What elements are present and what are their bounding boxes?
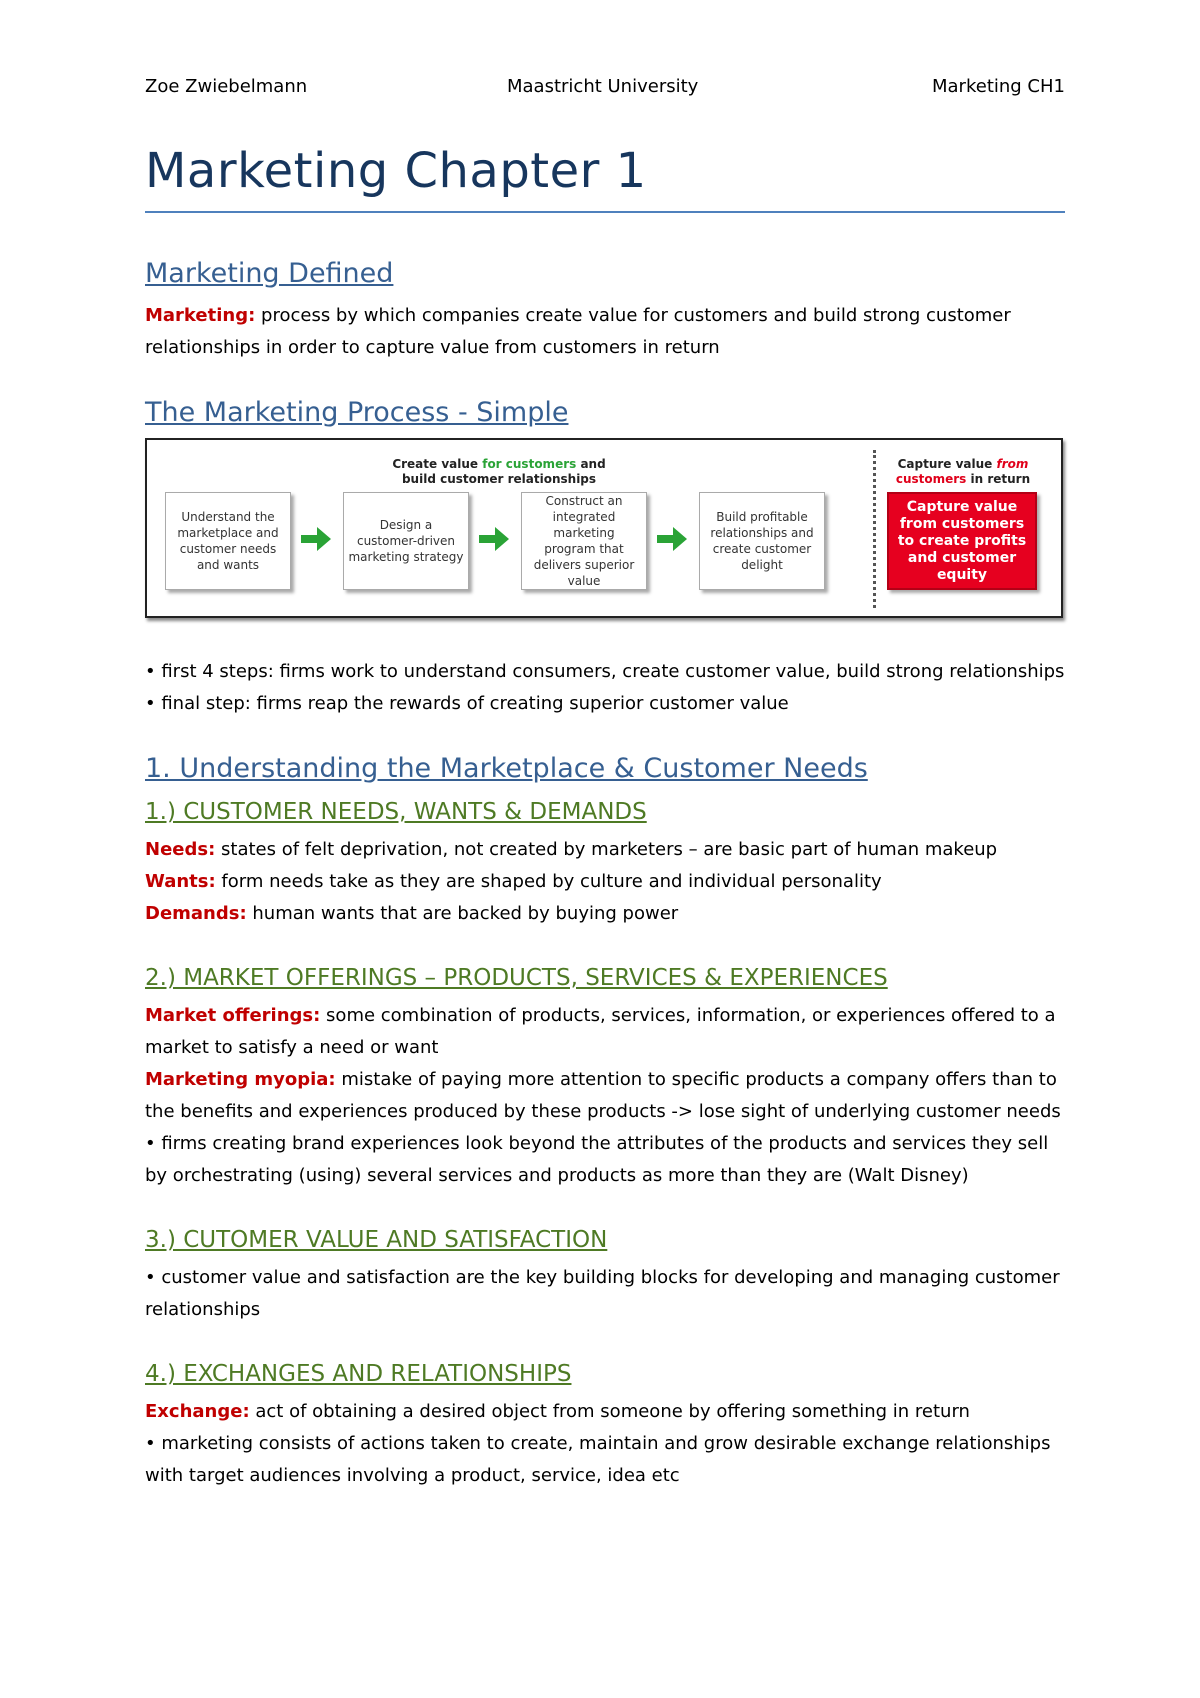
- process-step-4: Build profitable relationships and create customer delight: [699, 492, 825, 590]
- definition-text: mistake of paying more attention to specific products a company offers than to: [335, 1069, 1057, 1090]
- bullet-marketing-actions-line2: with target audiences involving a product, service, idea etc: [145, 1465, 680, 1486]
- definition-text: form needs take as they are shaped by culture and individual personality: [215, 871, 882, 892]
- definition-text: states of felt deprivation, not created by marketers – are basic part of human makeup: [215, 839, 998, 860]
- definition-exchange: [145, 1396, 1065, 1428]
- caption-part: Capture value: [897, 457, 997, 471]
- term-needs: Needs:: [145, 839, 216, 860]
- bullet-final-step: • final step: firms reap the rewards of creating superior customer value: [145, 693, 789, 714]
- bullet-marketing-actions-line1: • marketing consists of actions taken to create, maintain and grow desirable exchange relationships: [145, 1433, 1051, 1454]
- term-market-offerings: Market offerings:: [145, 1005, 321, 1026]
- arrow-right-icon: [299, 524, 333, 554]
- arrow-right-icon: [655, 524, 689, 554]
- subheading-exchanges-relationships: 4.) EXCHANGES AND RELATIONSHIPS: [145, 1361, 572, 1387]
- caption-part: and: [576, 457, 606, 471]
- definition-market-offerings-line1: [145, 1000, 1065, 1032]
- diagram-caption-create-value: [343, 457, 655, 487]
- caption-highlight: customers: [895, 472, 967, 486]
- process-step-1: Understand the marketplace and customer needs and wants: [165, 492, 291, 590]
- term-marketing: Marketing:: [145, 305, 256, 326]
- term-demands: Demands:: [145, 903, 247, 924]
- bullet-first-four-steps: • first 4 steps: firms work to understand consumers, create customer value, build strong relationships: [145, 661, 1065, 682]
- arrow-right-icon: [477, 524, 511, 554]
- subheading-market-offerings: 2.) MARKET OFFERINGS – PRODUCTS, SERVICES & EXPERIENCES: [145, 965, 888, 991]
- heading-marketing-defined: Marketing Defined: [145, 258, 394, 289]
- bullet-brand-experiences-line2: by orchestrating (using) several services and products as more than they are (Walt Disney): [145, 1165, 969, 1186]
- paragraph-marketing-definition-line2: relationships in order to capture value from customers in return: [145, 337, 720, 358]
- process-step-3: Construct an integrated marketing program that delivers superior value: [521, 492, 647, 590]
- caption-part: build customer relationships: [401, 472, 597, 486]
- subheading-needs-wants-demands: 1.) CUSTOMER NEEDS, WANTS & DEMANDS: [145, 799, 647, 825]
- caption-part: in return: [966, 472, 1031, 486]
- definition-text: some combination of products, services, information, or experiences offered to a: [320, 1005, 1056, 1026]
- heading-understanding-marketplace: 1. Understanding the Marketplace & Customer Needs: [145, 753, 868, 784]
- header-course: Marketing CH1: [932, 76, 1065, 97]
- definition-marketing-myopia-line2: the benefits and experiences produced by these products -> lose sight of underlying customer needs: [145, 1101, 1061, 1122]
- subheading-customer-value: 3.) CUTOMER VALUE AND SATISFACTION: [145, 1227, 608, 1253]
- definition-wants: [145, 866, 1065, 898]
- definition-demands: [145, 898, 1065, 930]
- definition-text: act of obtaining a desired object from someone by offering something in return: [249, 1401, 970, 1422]
- header-university: Maastricht University: [507, 76, 699, 97]
- document-title: Marketing Chapter 1: [145, 143, 647, 199]
- bullet-customer-value-line1: • customer value and satisfaction are the key building blocks for developing and managing customer: [145, 1267, 1060, 1288]
- bullet-brand-experiences-line1: • firms creating brand experiences look beyond the attributes of the products and services they sell: [145, 1133, 1049, 1154]
- title-underline-rule: [145, 211, 1065, 213]
- paragraph-marketing-definition-line1: [145, 300, 1065, 332]
- caption-highlight: for customers: [482, 457, 577, 471]
- definition-text: process by which companies create value for customers and build strong customer: [255, 305, 1011, 326]
- process-step-5-capture-value: Capture value from customers to create profits and customer equity: [887, 492, 1037, 590]
- definition-marketing-myopia-line1: [145, 1064, 1065, 1096]
- term-marketing-myopia: Marketing myopia:: [145, 1069, 336, 1090]
- diagram-divider: [873, 450, 876, 608]
- caption-highlight: from: [996, 457, 1029, 471]
- diagram-caption-capture-value: [883, 457, 1043, 487]
- term-wants: Wants:: [145, 871, 216, 892]
- marketing-process-diagram: [145, 438, 1063, 618]
- process-step-2: Design a customer-driven marketing strategy: [343, 492, 469, 590]
- definition-market-offerings-line2: market to satisfy a need or want: [145, 1037, 439, 1058]
- bullet-customer-value-line2: relationships: [145, 1299, 261, 1320]
- definition-text: human wants that are backed by buying power: [246, 903, 679, 924]
- header-author: Zoe Zwiebelmann: [145, 76, 308, 97]
- caption-part: Create value: [392, 457, 483, 471]
- term-exchange: Exchange:: [145, 1401, 250, 1422]
- definition-needs: [145, 834, 1065, 866]
- heading-marketing-process: The Marketing Process - Simple: [145, 397, 569, 428]
- page-header: [145, 76, 1065, 100]
